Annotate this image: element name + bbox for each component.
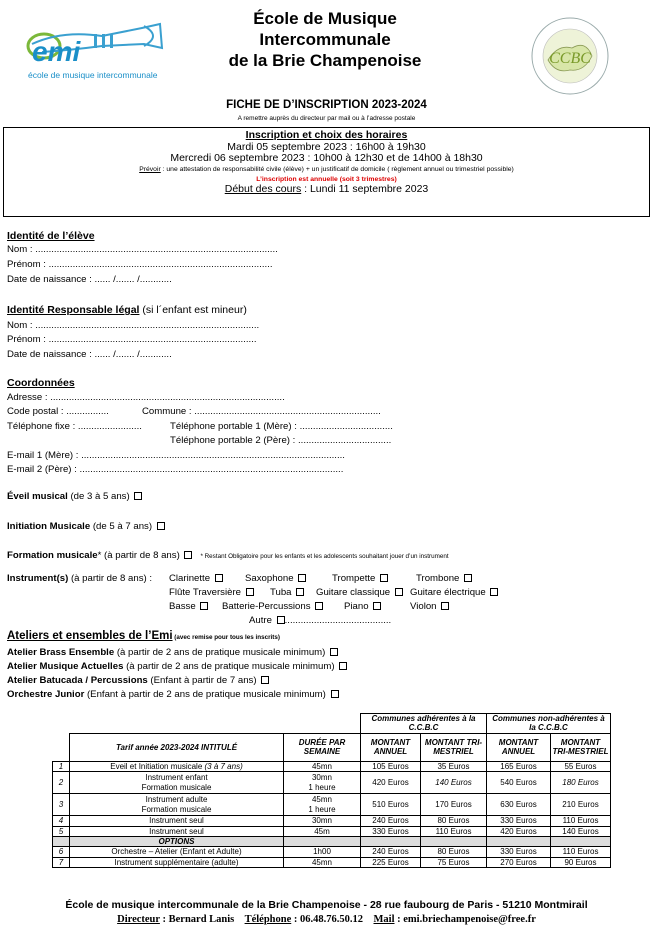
initiation-option <box>7 521 165 532</box>
ateliers-title: Ateliers et ensembles de l’Emi <box>7 630 173 642</box>
guardian-note: (si l´enfant est mineur) <box>139 304 247 316</box>
orchestre-junior <box>7 689 339 700</box>
group-header-non-adherentes: Communes non-adhérentes à la C.C.B.C <box>487 714 611 734</box>
registration-line-1: Mardi 05 septembre 2023 : 16h00 à 19h30 <box>227 140 426 153</box>
guitare-electrique-label: Guitare électrique <box>410 587 486 598</box>
initiation-note: (de 5 à 7 ans) <box>90 521 153 532</box>
initiation-checkbox[interactable] <box>157 522 165 530</box>
instrument-basse <box>169 601 208 612</box>
row-label-text: Eveil et Initiation musicale <box>110 761 203 771</box>
ccbc-seal-text: CCBC <box>549 50 591 67</box>
emi-logo <box>22 22 172 84</box>
row-tri-2: 180 Euros <box>551 772 611 794</box>
flute-checkbox[interactable] <box>246 588 254 596</box>
atelier-brass-label: Atelier Brass Ensemble <box>7 647 115 658</box>
mail-address[interactable]: : emi.briechampenoise@free.fr <box>394 914 536 925</box>
row-tri-1: 80 Euros <box>421 816 487 826</box>
instrument-flute <box>169 587 254 598</box>
clarinette-label: Clarinette <box>169 573 211 584</box>
address-field[interactable]: Adresse : ........................................................................................ <box>7 392 285 403</box>
table-row <box>53 847 611 857</box>
formation-star-note: * Restant Obligatoire pour les enfants et les adolescents souhaitant jouer d’un instrument <box>200 553 449 560</box>
logo-text: emi <box>32 36 81 67</box>
start-text: : Lundi 11 septembre 2023 <box>301 182 429 195</box>
student-nom-field[interactable]: Nom : ........................................................................................... <box>7 244 278 255</box>
registration-title: Inscription et choix des horaires <box>245 129 408 141</box>
orchestre-junior-note: (Enfant à partir de 2 ans de pratique musicale minimum) <box>84 689 326 700</box>
col-header-duree: DURÉE PAR SEMAINE <box>284 733 361 761</box>
atelier-batucada <box>7 675 269 686</box>
director-label: Directeur <box>117 914 160 925</box>
footer-address: École de musique intercommunale de la Brie Champenoise - 28 rue faubourg de Paris - 51210 Montmirail <box>65 899 588 911</box>
atelier-batucada-label: Atelier Batucada / Percussions <box>7 675 148 686</box>
row-annuel-1: 510 Euros <box>361 794 421 816</box>
eveil-checkbox[interactable] <box>134 492 142 500</box>
title-line-2: Intercommunale <box>259 30 391 49</box>
col-header-annuel-2: MONTANT ANNUEL <box>487 733 551 761</box>
row-tri-2: 110 Euros <box>551 816 611 826</box>
annual-note: L’inscription est annuelle (soit 3 trimestres) <box>256 175 397 183</box>
trompette-label: Trompette <box>332 573 376 584</box>
row-annuel-2: 420 Euros <box>487 826 551 836</box>
row-duree: 1h00 <box>284 847 361 857</box>
initiation-label: Initiation Musicale <box>7 521 91 532</box>
atelier-batucada-checkbox[interactable] <box>261 676 269 684</box>
col-header-annuel-1: MONTANT ANNUEL <box>361 733 421 761</box>
tuba-checkbox[interactable] <box>296 588 304 596</box>
title-line-1: École de Musique <box>253 9 397 28</box>
student-prenom-field[interactable]: Prénom : .................................................................................... <box>7 259 273 270</box>
table-row <box>53 794 611 816</box>
basse-checkbox[interactable] <box>200 602 208 610</box>
landline-field[interactable]: Téléphone fixe : ........................ <box>7 421 142 432</box>
trombone-label: Trombone <box>416 573 460 584</box>
row-tri-1: 35 Euros <box>421 761 487 771</box>
trombone-checkbox[interactable] <box>464 574 472 582</box>
row-annuel-2: 540 Euros <box>487 772 551 794</box>
row-duree: 45mn 1 heure <box>284 794 361 816</box>
orchestre-junior-label: Orchestre Junior <box>7 689 85 700</box>
form-subtitle: A remettre auprès du directeur par mail ou à l’adresse postale <box>237 115 416 122</box>
instrument-violon <box>410 601 449 612</box>
logo-subtitle: école de musique intercommunale <box>28 70 158 80</box>
guitare-classique-label: Guitare classique <box>316 587 391 598</box>
phone-number: : 06.48.76.50.12 <box>291 914 363 925</box>
formation-checkbox[interactable] <box>184 551 192 559</box>
instrument-note: (à partir de 8 ans) : <box>68 573 153 584</box>
row-number: 3 <box>53 794 70 816</box>
table-group-header <box>53 714 611 734</box>
table-row <box>53 857 611 867</box>
saxophone-label: Saxophone <box>245 573 294 584</box>
ateliers-note: (avec remise pour tous les inscrits) <box>172 634 280 641</box>
instrument-guitare-classique <box>316 587 403 598</box>
atelier-brass-checkbox[interactable] <box>330 648 338 656</box>
contact-section-title: Coordonnées <box>7 377 75 389</box>
col-header-tri-2: MONTANT TRI-MESTRIEL <box>551 733 611 761</box>
col-header-tri-1: MONTANT TRI-MESTRIEL <box>421 733 487 761</box>
row-annuel-1: 240 Euros <box>361 816 421 826</box>
email-father-field[interactable]: E-mail 2 (Père) : ................................................................................................... <box>7 464 344 475</box>
col-header-tarif: Tarif année 2023-2024 INTITULÉ <box>70 733 284 761</box>
basse-label: Basse <box>169 601 196 612</box>
row-number: 7 <box>53 857 70 867</box>
guardian-section-title <box>7 304 247 316</box>
row-annuel-2: 165 Euros <box>487 761 551 771</box>
row-number: 4 <box>53 816 70 826</box>
instrument-title <box>7 573 152 584</box>
row-tri-1: 140 Euros <box>421 772 487 794</box>
title-line-3: de la Brie Champenoise <box>228 51 422 70</box>
formation-note: * (à partir de 8 ans) <box>97 550 180 561</box>
registration-prevoir <box>4 165 649 175</box>
instrument-guitare-electrique <box>410 587 498 598</box>
atelier-actuelles-label: Atelier Musique Actuelles <box>7 661 124 672</box>
formation-label: Formation musicale <box>7 550 98 561</box>
postal-code-field[interactable]: Code postal : ................ <box>7 406 109 417</box>
guardian-nom-field[interactable]: Nom : .................................................................................... <box>7 320 260 331</box>
group-header-adherentes: Communes adhérentes à la C.C.B.C <box>361 714 487 734</box>
atelier-batucada-note: (Enfant à partir de 7 ans) <box>147 675 257 686</box>
row-label: Instrument enfant Formation musicale <box>70 772 284 794</box>
row-number: 2 <box>53 772 70 794</box>
director-name: : Bernard Lanis <box>159 914 235 925</box>
row-duree: 45mn <box>284 857 361 867</box>
violon-checkbox[interactable] <box>441 602 449 610</box>
row-annuel-1: 420 Euros <box>361 772 421 794</box>
row-annuel-1: 330 Euros <box>361 826 421 836</box>
table-options-row <box>53 837 611 847</box>
row-label <box>70 761 284 771</box>
row-tri-2: 210 Euros <box>551 794 611 816</box>
row-tri-1: 80 Euros <box>421 847 487 857</box>
row-tri-1: 110 Euros <box>421 826 487 836</box>
atelier-musique-actuelles <box>7 661 347 672</box>
row-label: Orchestre – Atelier (Enfant et Adulte) <box>70 847 284 857</box>
instrument-tuba <box>270 587 304 598</box>
student-birth-field[interactable]: Date de naissance : ...... /....... /............ <box>7 274 172 285</box>
start-label: Début des cours <box>224 182 302 195</box>
row-tri-1: 75 Euros <box>421 857 487 867</box>
student-section-title: Identité de l’élève <box>7 230 95 242</box>
row-label: Instrument supplémentaire (adulte) <box>70 857 284 867</box>
batterie-label: Batterie-Percussions <box>222 601 311 612</box>
instrument-piano <box>344 601 381 612</box>
row-annuel-1: 240 Euros <box>361 847 421 857</box>
tarifs-table <box>52 713 611 868</box>
form-title: FICHE DE D’INSCRIPTION 2023-2024 <box>226 99 427 111</box>
footer-contact <box>0 914 653 925</box>
row-annuel-2: 330 Euros <box>487 816 551 826</box>
prevoir-text: : une attestation de responsabilité civile (élève) + un justificatif de domicile ( règlement annuel ou trimestriel possible) <box>160 165 514 173</box>
eveil-note: (de 3 à 5 ans) <box>67 491 130 502</box>
commune-field[interactable]: Commune : ...................................................................... <box>142 406 381 417</box>
row-label: Instrument adulte Formation musicale <box>70 794 284 816</box>
guitare-classique-checkbox[interactable] <box>395 588 403 596</box>
ccbc-seal-icon <box>528 14 612 98</box>
instrument-batterie <box>222 601 323 612</box>
autre-checkbox[interactable] <box>277 616 285 624</box>
guitare-electrique-checkbox[interactable] <box>490 588 498 596</box>
batterie-checkbox[interactable] <box>315 602 323 610</box>
guardian-title: Identité Responsable légal <box>7 304 140 316</box>
row-tri-2: 55 Euros <box>551 761 611 771</box>
row-number: 1 <box>53 761 70 771</box>
mobile-father-field[interactable]: Téléphone portable 2 (Père) : ................................... <box>170 435 392 446</box>
email-mother-field[interactable]: E-mail 1 (Mère) : ................................................................................................... <box>7 450 345 461</box>
row-duree: 45m <box>284 826 361 836</box>
table-row <box>53 772 611 794</box>
row-tri-2: 110 Euros <box>551 847 611 857</box>
violon-label: Violon <box>410 601 437 612</box>
row-label-note: (3 à 7 ans) <box>202 761 243 771</box>
saxophone-checkbox[interactable] <box>298 574 306 582</box>
prevoir-label: Prévoir <box>139 165 161 173</box>
mobile-mother-field[interactable]: Téléphone portable 1 (Mère) : ................................... <box>170 421 393 432</box>
atelier-actuelles-checkbox[interactable] <box>339 662 347 670</box>
table-row <box>53 826 611 836</box>
instrument-autre <box>249 615 391 626</box>
phone-label: Téléphone <box>244 914 292 925</box>
school-title <box>190 8 460 71</box>
flute-label: Flûte Traversière <box>169 587 241 598</box>
row-duree: 30mn <box>284 816 361 826</box>
trompette-checkbox[interactable] <box>380 574 388 582</box>
row-number: 6 <box>53 847 70 857</box>
instrument-label: Instrument(s) <box>7 573 69 584</box>
row-tri-2: 90 Euros <box>551 857 611 867</box>
table-row <box>53 761 611 771</box>
row-annuel-2: 630 Euros <box>487 794 551 816</box>
atelier-actuelles-note: (à partir de 2 ans de pratique musicale minimum) <box>123 661 335 672</box>
registration-box <box>3 127 650 217</box>
row-tri-2: 140 Euros <box>551 826 611 836</box>
row-duree: 30mn 1 heure <box>284 772 361 794</box>
row-label: Instrument seul <box>70 826 284 836</box>
mail-label: Mail <box>373 914 395 925</box>
row-annuel-2: 330 Euros <box>487 847 551 857</box>
clarinette-checkbox[interactable] <box>215 574 223 582</box>
atelier-brass <box>7 647 338 658</box>
eveil-option <box>7 491 142 502</box>
eveil-label: Éveil musical <box>7 491 68 502</box>
instrument-saxophone <box>245 573 306 584</box>
row-number: 5 <box>53 826 70 836</box>
atelier-brass-note: (à partir de 2 ans de pratique musicale minimum) <box>114 647 326 658</box>
autre-field[interactable]: ........................................ <box>284 615 392 626</box>
instrument-trompette <box>332 573 388 584</box>
ccbc-logo <box>528 14 612 98</box>
options-label: OPTIONS <box>70 837 284 847</box>
tuba-label: Tuba <box>270 587 292 598</box>
formation-option <box>7 550 449 561</box>
instrument-clarinette <box>169 573 223 584</box>
row-annuel-1: 105 Euros <box>361 761 421 771</box>
row-annuel-1: 225 Euros <box>361 857 421 867</box>
guardian-birth-field[interactable]: Date de naissance : ...... /....... /............ <box>7 349 172 360</box>
piano-checkbox[interactable] <box>373 602 381 610</box>
autre-label: Autre <box>249 615 272 626</box>
guardian-prenom-field[interactable]: Prénom : .............................................................................. <box>7 334 257 345</box>
start-line <box>4 184 649 196</box>
ateliers-section-title <box>7 630 280 642</box>
row-tri-1: 170 Euros <box>421 794 487 816</box>
instrument-trombone <box>416 573 472 584</box>
table-row <box>53 816 611 826</box>
registration-line-2: Mercredi 06 septembre 2023 : 10h00 à 12h30 et de 14h00 à 18h30 <box>170 152 483 164</box>
orchestre-junior-checkbox[interactable] <box>331 690 339 698</box>
table-column-header <box>53 733 611 761</box>
row-annuel-2: 270 Euros <box>487 857 551 867</box>
row-label: Instrument seul <box>70 816 284 826</box>
row-duree: 45mn <box>284 761 361 771</box>
piano-label: Piano <box>344 601 369 612</box>
